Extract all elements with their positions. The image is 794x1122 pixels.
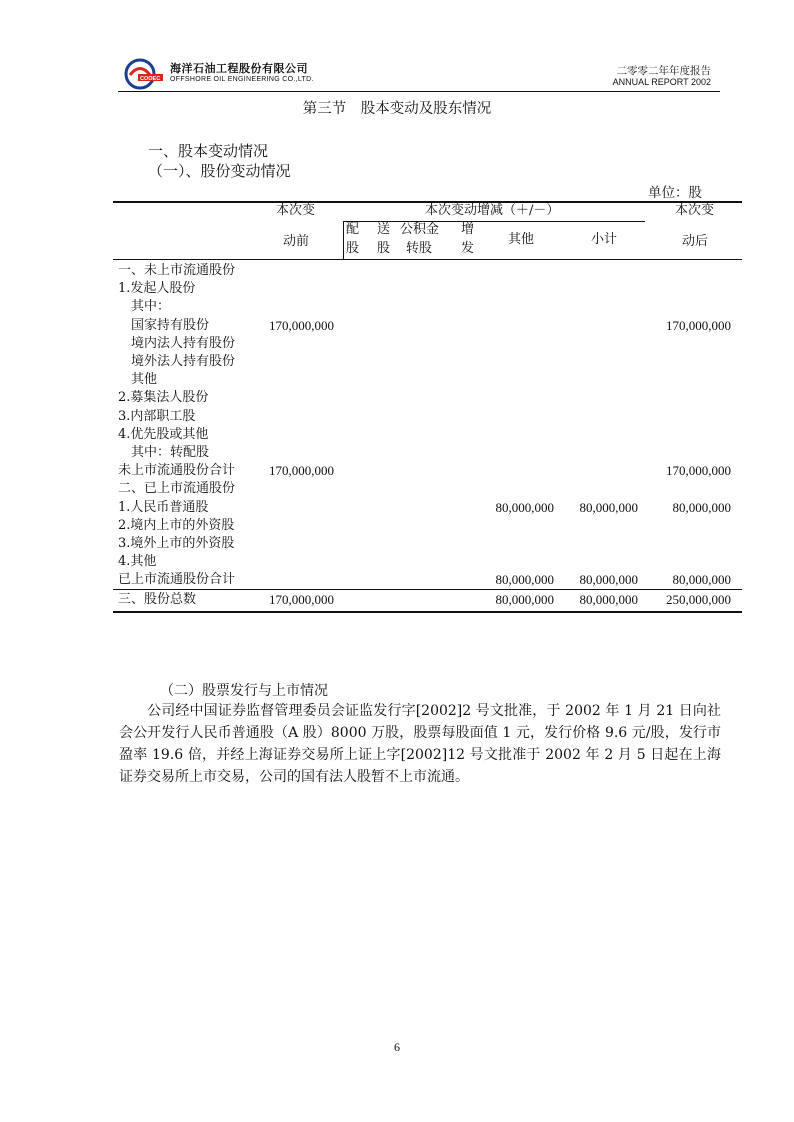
table-header-rule	[113, 259, 742, 260]
table-cell-subtotal: 80,000,000	[579, 572, 638, 588]
unit-label: 单位：股	[648, 185, 702, 201]
col-before-line1: 本次变	[276, 203, 316, 218]
table-group-divider	[343, 221, 344, 259]
total-other: 80,000,000	[495, 592, 554, 607]
logo-text: COOEC	[140, 76, 161, 82]
header-divider	[118, 91, 720, 92]
table-cell-before: 170,000,000	[269, 317, 334, 333]
table-row-label: 2.募集法人股份	[118, 390, 209, 406]
table-row-label: 1.人民币普通股	[118, 499, 209, 515]
col-gongji-line2: 转股	[406, 241, 433, 256]
company-logo-icon	[124, 58, 164, 90]
table-cell-after: 80,000,000	[672, 499, 731, 515]
col-gongji-line1: 公积金	[400, 222, 440, 237]
col-after-line2: 动后	[682, 234, 709, 249]
col-pei-line1: 配	[346, 222, 360, 237]
total-before: 170,000,000	[269, 592, 334, 607]
table-row-label: 2.境内上市的外资股	[118, 517, 235, 533]
issuance-text: 公司经中国证券监督管理委员会证监发行字[2002]2 号文批准，于 2002 年 1 月 21 日向社会公开发行人民币普通股（A 股）8000 万股，股票每股面值 1 元，发行价格 9.6 元/股，发行市盈率 19.6 倍，并经上海证券交易所上证上字[2002]12 号文批准于 2002 年 2 月 5 日起在上海证券交易所上市交易，公司的国有法人股暂不上市流通。	[119, 703, 721, 785]
table-row-label: 一、未上市流通股份	[118, 263, 236, 278]
col-before-line2: 动前	[283, 234, 310, 249]
col-zeng-line2: 发	[461, 241, 475, 256]
heading-share-movement: （一）、股份变动情况	[148, 162, 291, 180]
table-row-label: 其中：	[118, 299, 171, 315]
table-cell-subtotal: 80,000,000	[579, 499, 638, 515]
table-row-label: 3.境外上市的外资股	[118, 536, 235, 551]
table-row-label: 4.优先股或其他	[118, 426, 209, 442]
table-row-label: 3.内部职工股	[118, 408, 196, 424]
col-pei-line2: 股	[346, 241, 360, 256]
table-row-label: 已上市流通股份合计	[118, 572, 236, 588]
table-cell-other: 80,000,000	[495, 572, 554, 588]
table-row-label: 境外法人持有股份	[118, 354, 236, 369]
report-title-cn: 二零零二年年度报告	[616, 65, 711, 77]
total-subtotal: 80,000,000	[579, 592, 638, 607]
col-change-group: 本次变动增减（＋/－）	[425, 203, 560, 218]
col-other: 其他	[508, 232, 535, 247]
col-after-line1: 本次变	[675, 203, 715, 218]
company-name-cn: 海洋石油工程股份有限公司	[170, 62, 308, 75]
col-song-line2: 股	[377, 241, 391, 256]
col-zeng-line1: 增	[461, 222, 475, 237]
col-song-line1: 送	[377, 222, 391, 237]
issuance-paragraph	[119, 700, 721, 788]
table-row-label: 其他	[118, 372, 158, 388]
table-row-label: 国家持有股份	[118, 317, 210, 333]
table-cell-after: 170,000,000	[666, 317, 731, 333]
col-subtotal: 小计	[591, 232, 618, 247]
report-title-en: ANNUAL REPORT 2002	[612, 77, 711, 87]
section-title: 第三节 股本变动及股东情况	[302, 101, 492, 117]
subsection-title: （二）股票发行与上市情况	[160, 683, 328, 699]
table-row-label: 二、已上市流通股份	[118, 481, 236, 497]
table-bottom-rule	[113, 611, 742, 613]
total-after: 250,000,000	[666, 592, 731, 607]
table-cell-other: 80,000,000	[495, 499, 554, 515]
table-row-label: 未上市流通股份合计	[118, 463, 236, 479]
total-row-label: 三、股份总数	[118, 592, 197, 607]
table-cell-before: 170,000,000	[269, 463, 334, 479]
table-row-label: 4.其他	[118, 554, 157, 570]
table-row-label: 1.发起人股份	[118, 281, 196, 297]
page-number: 6	[394, 1040, 400, 1054]
heading-share-changes: 一、股本变动情况	[148, 142, 269, 160]
table-cell-after: 170,000,000	[666, 463, 731, 479]
company-name-en: OFFSHORE OIL ENGINEERING CO.,LTD.	[170, 76, 314, 83]
table-cell-after: 80,000,000	[672, 572, 731, 588]
table-row-label: 其中：转配股	[118, 445, 210, 460]
table-row-label: 境内法人持有股份	[118, 335, 236, 351]
